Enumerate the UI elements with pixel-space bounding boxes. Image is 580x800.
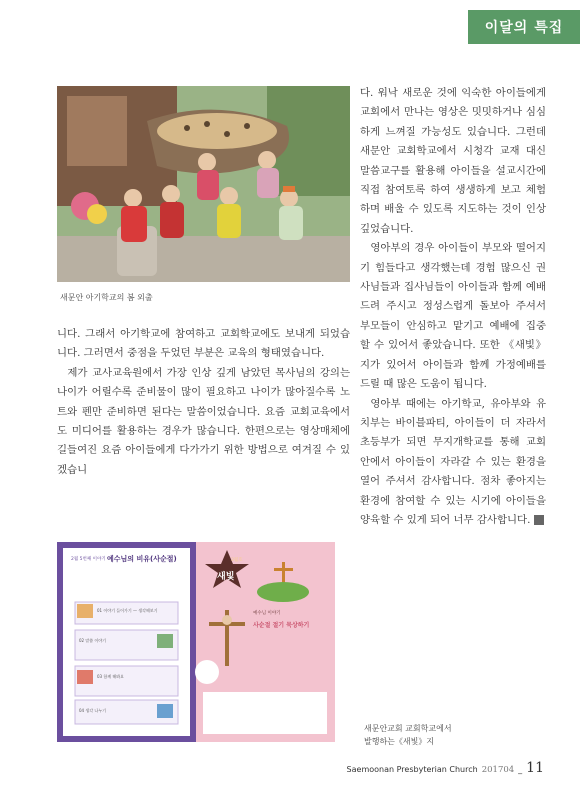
page-footer [347, 760, 544, 776]
paragraph: 영아부의 경우 아이들이 부모와 떨어지기 힘들다고 생각했는데 경험 많으신 권사님들과 집사님들이 아이들과 함께 예배드려 주시고 정성스럽게 돌보아 주셔서 부모들이 안심하고 맡기고 예배에 집중 할 수 있어서 좋았습니다. 또한 《새빛》지가 있어서 아이들과 함께 가정예배를 드릴 때 많은 도움이 됩니다. [360, 242, 546, 391]
paragraph-text: 영아부 때에는 아기학교, 유아부와 유치부는 바이블파티, 아이들이 더 자라서 초등부가 되면 무지개학교를 통해 교회 안에서 아이들이 자라갈 수 있는 환경을 열어 주셔서 감사합니다. 점차 좋아지는 환경에 참여할 수 있는 시기에 아이들을 양육할 수 있게 되어 너무 감사합니다. [360, 397, 546, 526]
issue-number: 201704 [481, 765, 515, 775]
caption-line: 새문안교회 교회학교에서 [364, 724, 452, 733]
magazine-spread [57, 542, 335, 742]
lesson-box: 01 이야기 들어가기 — 생각해보기 [97, 608, 158, 613]
magazine-name: 새빛 [217, 572, 235, 582]
issue-badge: 3월호 [231, 558, 243, 563]
magazine-caption [364, 722, 474, 748]
lesson-box: 03 함께 해봐요 [97, 674, 124, 679]
lesson-box: 02 말씀 이야기 [79, 638, 106, 643]
lesson-label: 2월 5번째 이야기 [71, 557, 106, 562]
caption-line: 발행하는《새빛》지 [364, 737, 435, 746]
end-mark-icon: A [534, 515, 544, 525]
article-left-column [57, 325, 350, 480]
children-photo-image [57, 86, 350, 282]
children-photo [57, 86, 350, 282]
magazine-subtitle: 사순절 절기 묵상하기 [253, 622, 310, 629]
lesson-title: 예수님의 비유(사순절) [107, 555, 177, 563]
paragraph: 다. 워낙 새로운 것에 익숙한 아이들에게 교회에서 만나는 영상은 밋밋하거나 심심하게 느껴질 가능성도 있습니다. 그런데 새문안 교회학교에서 시청각 교재 대신 말씀교구를 활용해 아이들을 설교시간에 직접 참여토록 하여 생생하게 보고 체험하며 배울 수 있도록 지도하는 것이 인상 깊었습니다. [360, 87, 546, 235]
section-tag [468, 10, 580, 44]
paragraph: 니다. 그래서 아기학교에 참여하고 교회학교에도 보내게 되었습니다. 그러면서 중점을 두었던 부분은 교육의 형태였습니다. [57, 328, 350, 360]
section-tag-label: 이달의 특집 [484, 20, 564, 36]
article-right-column [360, 84, 550, 530]
photo-caption: 새문안 아기학교의 봄 외출 [60, 293, 153, 302]
church-name: Saemoonan Presbyterian Church [346, 765, 478, 774]
lesson-box: 04 생각 나누기 [79, 708, 106, 713]
separator: _ [518, 765, 523, 774]
paragraph [360, 395, 550, 531]
page-number: 11 [526, 760, 544, 776]
paragraph: 제가 교사교육원에서 가장 인상 깊게 남았던 목사님의 강의는 나이가 어릴수록 준비물이 많이 필요하고 나이가 많아질수록 노트와 펜만 준비하면 된다는 말씀이었습니다. 요즘 교회교육에서도 미디어를 활용하는 경우가 많습니다. 한편으로는 영상매체에 길들여진 요즘 아이들에게 다가가기 위한 방법으로 여겨질 수 있겠습니 [57, 366, 350, 476]
section-label: 예수님 이야기 [253, 611, 281, 616]
